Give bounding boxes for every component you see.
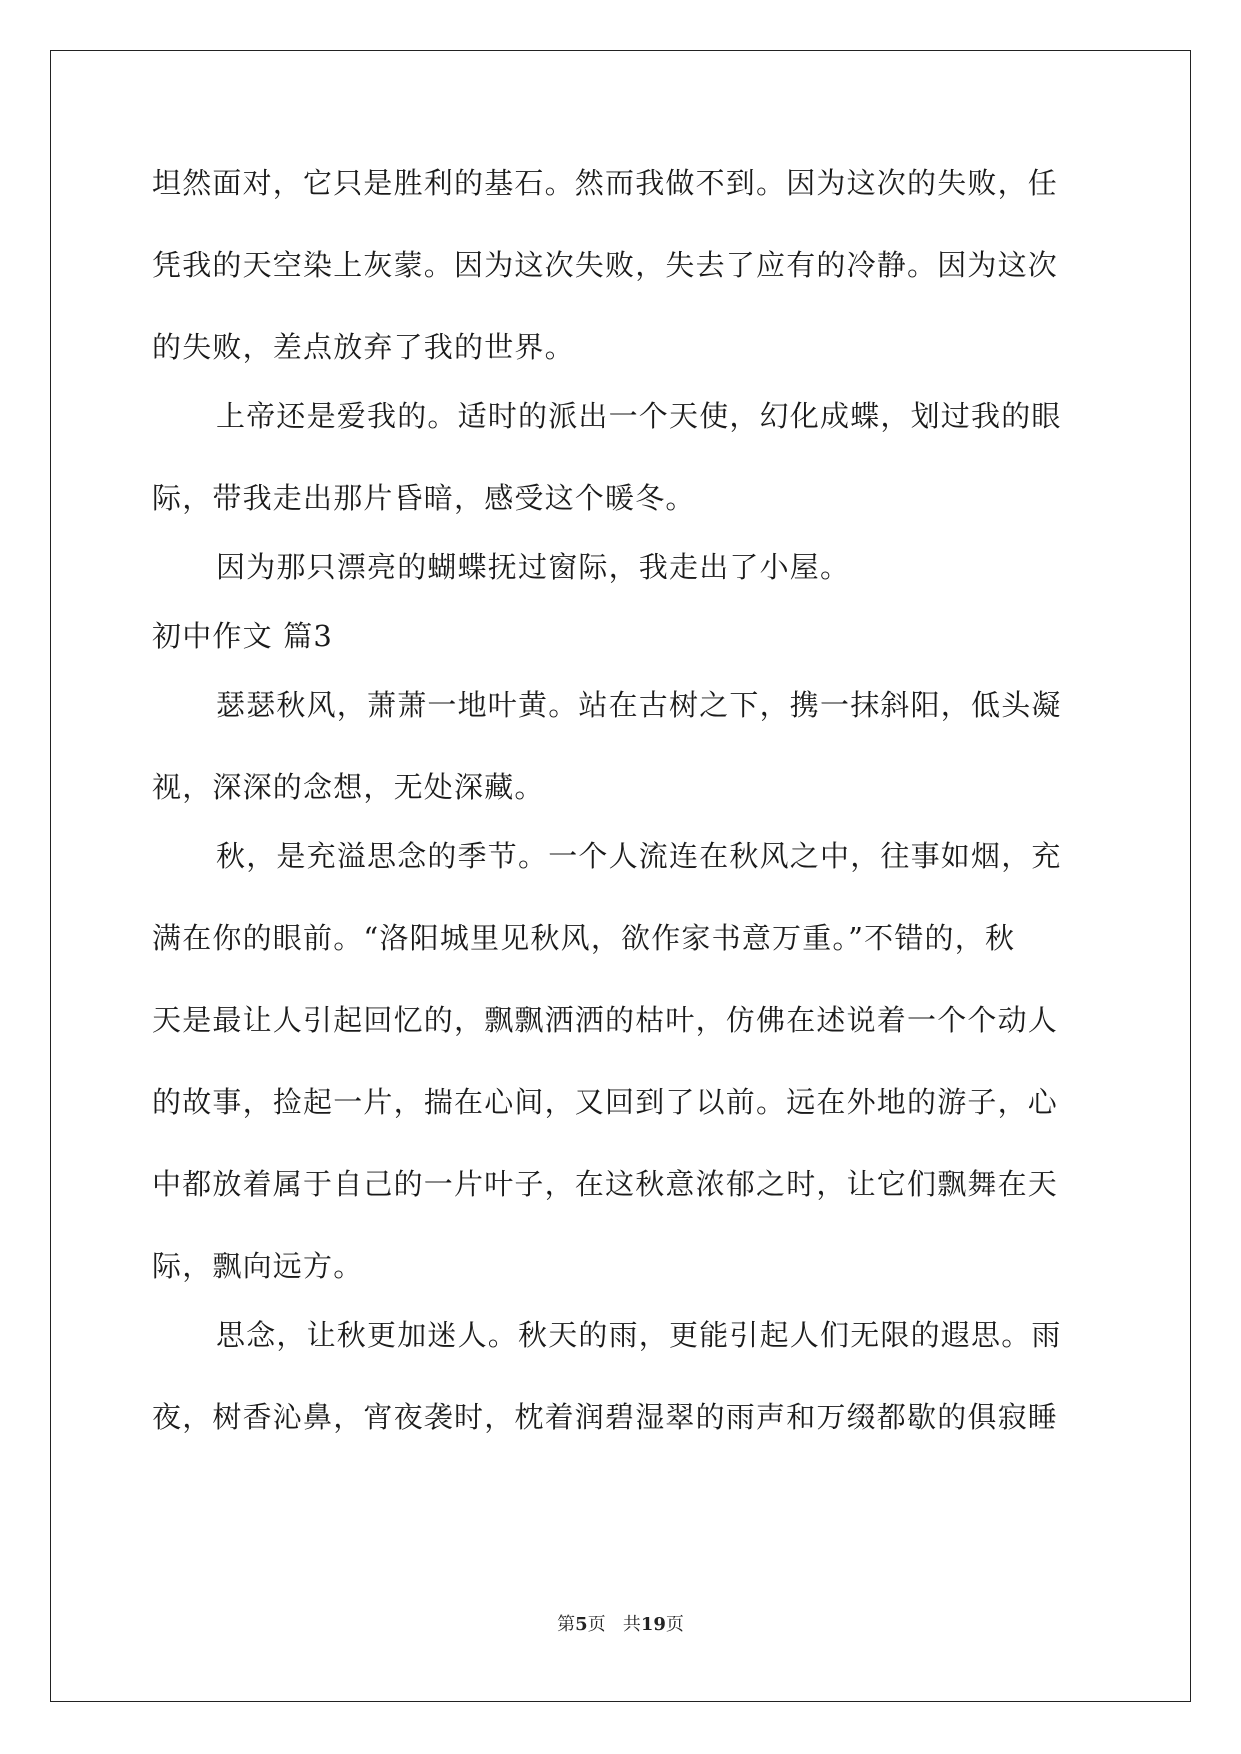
text-line: 坦然面对，它只是胜利的基石。然而我做不到。因为这次的失败，任	[152, 166, 1059, 200]
text-line: 思念，让秋更加迷人。秋天的雨，更能引起人们无限的遐思。雨	[216, 1318, 1062, 1352]
text-line: 因为那只漂亮的蝴蝶抚过窗际，我走出了小屋。	[216, 550, 851, 584]
total-page-count: 19	[640, 1614, 666, 1635]
text-line: 凭我的天空染上灰蒙。因为这次失败，失去了应有的冷静。因为这次	[152, 248, 1059, 282]
text-line: 的故事，捡起一片，揣在心间，又回到了以前。远在外地的游子，心	[152, 1085, 1059, 1119]
text-line: 际，飘向远方。	[152, 1249, 364, 1283]
footer-prefix: 第	[557, 1614, 576, 1635]
footer-page-unit: 页	[587, 1614, 606, 1635]
text-line: 秋，是充溢思念的季节。一个人流连在秋风之中，往事如烟，充	[216, 839, 1062, 873]
page-footer	[0, 1610, 1241, 1636]
text-line: 视，深深的念想，无处深藏。	[152, 770, 545, 804]
text-line: 际，带我走出那片昏暗，感受这个暖冬。	[152, 481, 696, 515]
text-line: 满在你的眼前。“洛阳城里见秋风，欲作家书意万重。”不错的，秋	[152, 921, 1016, 955]
text-line: 夜，树香沁鼻，宵夜袭时，枕着润碧湿翠的雨声和万缀都歇的俱寂睡	[152, 1400, 1059, 1434]
document-body	[152, 158, 1092, 1474]
text-line: 上帝还是爱我的。适时的派出一个天使，幻化成蝶，划过我的眼	[216, 399, 1062, 433]
footer-total-prefix: 共	[622, 1614, 641, 1635]
current-page-number: 5	[575, 1614, 588, 1635]
footer-total-unit: 页	[665, 1614, 684, 1635]
text-line: 中都放着属于自己的一片叶子，在这秋意浓郁之时，让它们飘舞在天	[152, 1167, 1059, 1201]
text-line: 的失败，差点放弃了我的世界。	[152, 330, 575, 364]
section-heading: 初中作文 篇3	[152, 619, 334, 653]
text-line: 天是最让人引起回忆的，飘飘洒洒的枯叶，仿佛在述说着一个个动人	[152, 1003, 1059, 1037]
text-line: 瑟瑟秋风，萧萧一地叶黄。站在古树之下，携一抹斜阳，低头凝	[216, 688, 1062, 722]
